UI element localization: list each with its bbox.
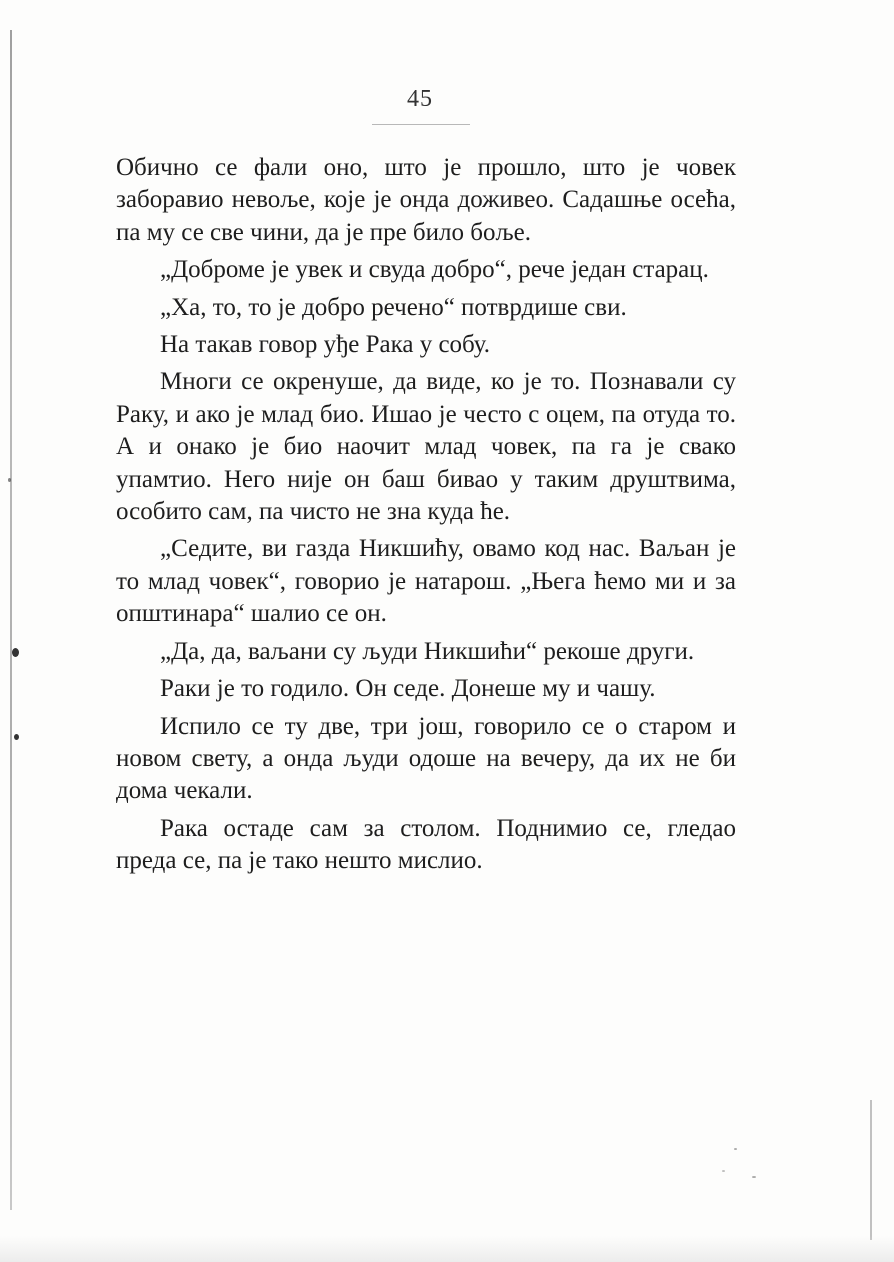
scan-edge-left [10,30,12,1210]
paragraph: Обично се фали оно, што је прошло, што је човек заборавио невоље, које је онда доживео. Садашње осећа, па му се све чини, да је пре било боље. [116,154,736,246]
paragraph: Испило се ту две, три још, говорило се о старом и новом свету, а онда људи одоше на вечеру, да их не би дома чекали. [116,712,736,805]
scan-bottom-shade [0,1236,894,1262]
paragraph: „Седите, ви газда Никшићу, овамо код нас. Ваљан је то млад човек“, говорио је натарош. „Њега ћемо ми и за општинара“ шалио се он. [116,535,736,628]
scan-edge-right [870,1100,872,1240]
paragraph: На такав говор уђе Рака у собу. [160,331,491,359]
scan-speck [12,648,19,657]
scan-speck [722,1170,725,1172]
paragraph: Многи се окренуше, да виде, ко је то. Познавали су Раку, и ако је млад био. Ишао је често с оцем, па отуда то. А и онако је био наочит млад човек, па га је свако упамтио. Него није он баш бивао у таким друштвима, особито сам, па чисто не зна куда ће. [116,368,736,526]
header-rule [372,124,470,125]
body-text [116,152,736,883]
paragraph: Раки је то годило. Он седе. Донеше му и чашу. [160,675,656,703]
paragraph: Рака остаде сам за столом. Поднимио се, гледао преда се, па је тако нешто мислио. [116,814,736,875]
paragraph: „Доброме је увек и свуда добро“, рече један старац. [160,256,709,284]
scan-speck [8,478,11,482]
scan-speck [14,734,19,740]
page-number: 45 [407,86,433,112]
scan-speck [752,1176,756,1178]
scan-speck [734,1148,737,1150]
paragraph: „Да, да, ваљани су људи Никшићи“ рекоше други. [160,637,695,665]
paragraph: „Ха, то, то је добро речено“ потврдише сви. [160,293,627,321]
